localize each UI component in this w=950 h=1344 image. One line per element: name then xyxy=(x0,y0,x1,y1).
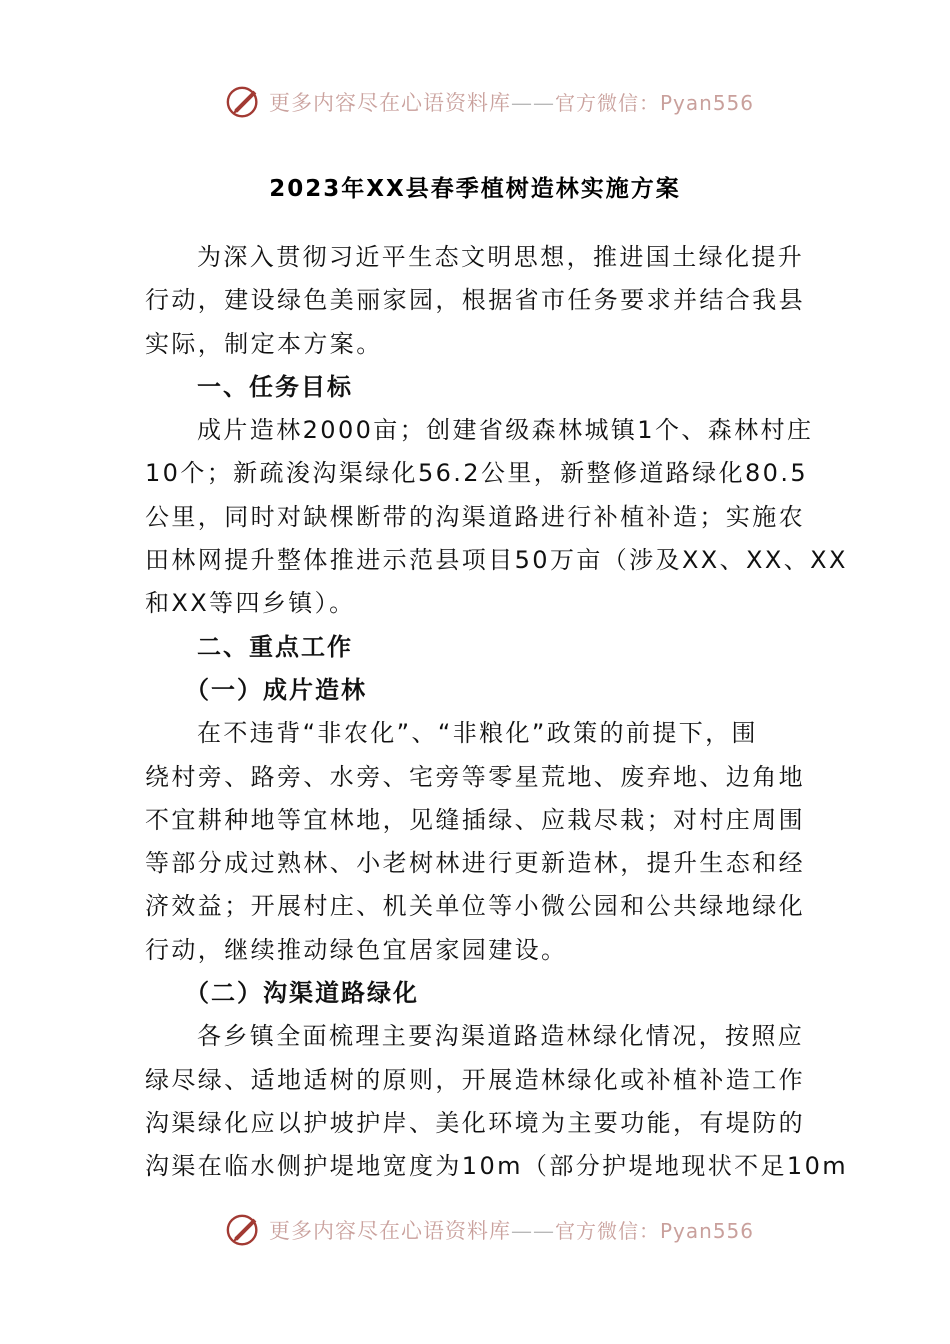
text-line: 成片造林2000亩；创建省级森林城镇1个、森林村庄 xyxy=(197,416,814,445)
text-line: 为深入贯彻习近平生态文明思想，推进国土绿化提升 xyxy=(197,243,805,271)
text-line: 10个；新疏浚沟渠绿化56.2公里，新整修道路绿化80.5 xyxy=(145,459,809,488)
text-line: 行动，建设绿色美丽家园，根据省市任务要求并结合我县 xyxy=(145,286,805,315)
text-line: 各乡镇全面梳理主要沟渠道路造林绿化情况，按照应 xyxy=(197,1022,805,1051)
goals-paragraph xyxy=(145,409,848,625)
ditch-road-paragraph xyxy=(145,1015,849,1188)
pen-logo-icon xyxy=(225,1211,263,1249)
watermark-text: 更多内容尽在心语资料库——官方微信：Pyan556 xyxy=(269,91,755,115)
text-line: 田林网提升整体推进示范县项目50万亩（涉及XX、XX、XX xyxy=(145,546,848,575)
top-watermark-banner xyxy=(225,80,755,124)
text-line: 不宜耕种地等宜林地，见缝插绿、应栽尽栽；对村庄周围 xyxy=(145,805,805,834)
document-title: 2023年XX县春季植树造林实施方案 xyxy=(269,176,681,202)
text-line: 沟渠绿化应以护坡护岸、美化环境为主要功能，有堤防的 xyxy=(145,1108,805,1137)
afforestation-paragraph xyxy=(145,712,810,972)
text-line: 公里，同时对缺棵断带的沟渠道路进行补植补造；实施农 xyxy=(145,502,805,531)
text-line: 济效益；开展村庄、机关单位等小微公园和公共绿地绿化 xyxy=(145,892,805,921)
pen-logo-icon xyxy=(225,83,263,121)
text-line: 实际，制定本方案。 xyxy=(145,329,383,358)
text-line: 沟渠在临水侧护堤地宽度为10m（部分护堤地现状不足10m xyxy=(145,1152,849,1181)
text-line: 绿尽绿、适地适树的原则，开展造林绿化或补植补造工作 xyxy=(145,1065,805,1094)
watermark-text: 更多内容尽在心语资料库——官方微信：Pyan556 xyxy=(269,1219,755,1243)
document-body xyxy=(145,236,849,1189)
subsection-heading-ditch-road-greening: （二）沟渠道路绿化 xyxy=(185,979,419,1008)
bottom-watermark-banner xyxy=(225,1208,755,1252)
text-line: 行动，继续推动绿色宜居家园建设。 xyxy=(145,935,568,964)
section-heading-key-work: 二、重点工作 xyxy=(197,632,353,661)
text-line: 绕村旁、路旁、水旁、宅旁等零星荒地、废弃地、边角地 xyxy=(145,762,805,791)
section-heading-goals: 一、任务目标 xyxy=(197,372,353,401)
intro-paragraph xyxy=(145,236,810,366)
text-line: 在不违背“非农化”、“非粮化”政策的前提下，围 xyxy=(197,719,758,748)
text-line: 和XX等四乡镇）。 xyxy=(145,589,356,618)
subsection-heading-afforestation: （一）成片造林 xyxy=(185,675,367,704)
text-line: 等部分成过熟林、小老树林进行更新造林，提升生态和经 xyxy=(145,849,805,878)
